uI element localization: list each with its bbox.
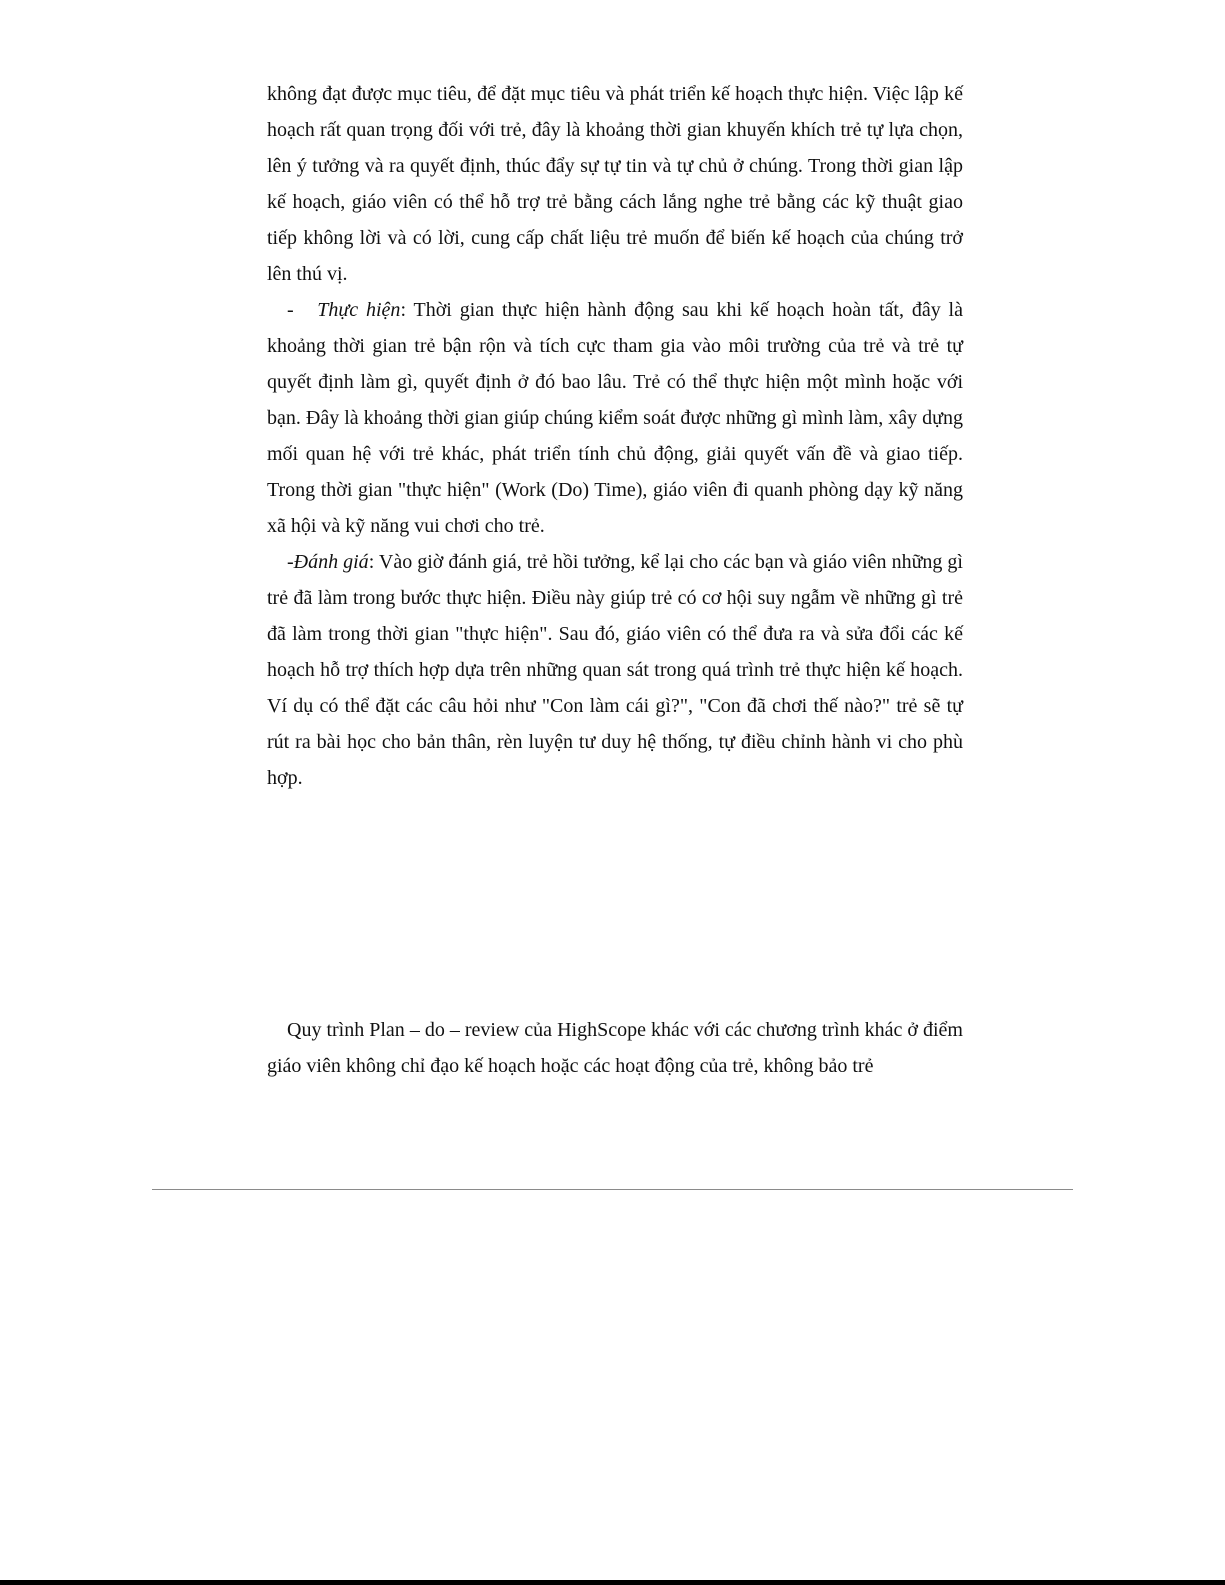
paragraph-do <box>267 292 963 544</box>
paragraph-do-body: : Thời gian thực hiện hành động sau khi kế hoạch hoàn tất, đây là khoảng thời gian trẻ bận rộn và tích cực tham gia vào môi trường của trẻ và trẻ tự quyết định làm gì, quyết định ở đó bao lâu. Trẻ có thể thực hiện một mình hoặc với bạn. Đây là khoảng thời gian giúp chúng kiểm soát được những gì mình làm, xây dựng mối quan hệ với trẻ khác, phát triển tính chủ động, giải quyết vấn đề và giao tiếp. Trong thời gian "thực hiện" (Work (Do) Time), giáo viên đi quanh phòng dạy kỹ năng xã hội và kỹ năng vui chơi cho trẻ. <box>267 299 963 537</box>
paragraph-review <box>267 544 963 796</box>
paragraph-planning: không đạt được mục tiêu, để đặt mục tiêu và phát triển kế hoạch thực hiện. Việc lập kế hoạch rất quan trọng đối với trẻ, đây là khoảng thời gian khuyến khích trẻ tự lựa chọn, lên ý tưởng và ra quyết định, thúc đẩy sự tự tin và tự chủ ở chúng. Trong thời gian lập kế hoạch, giáo viên có thể hỗ trợ trẻ bằng cách lắng nghe trẻ bằng các kỹ thuật giao tiếp không lời và có lời, cung cấp chất liệu trẻ muốn để biến kế hoạch của chúng trở lên thú vị. <box>267 83 963 285</box>
term-do: Thực hiện <box>317 299 401 321</box>
text-block-top <box>267 76 963 796</box>
term-review: -Đánh giá <box>287 551 369 573</box>
page-divider <box>152 1189 1073 1190</box>
paragraph-plan-do-review: Quy trình Plan – do – review của HighScope khác với các chương trình khác ở điểm giáo viên không chỉ đạo kế hoạch hoặc các hoạt động của trẻ, không bảo trẻ <box>267 1019 963 1077</box>
paragraph-review-body: : Vào giờ đánh giá, trẻ hồi tưởng, kể lại cho các bạn và giáo viên những gì trẻ đã làm trong bước thực hiện. Điều này giúp trẻ có cơ hội suy ngẫm về những gì trẻ đã làm trong thời gian "thực hiện". Sau đó, giáo viên có thể đưa ra và sửa đổi các kế hoạch hỗ trợ thích hợp dựa trên những quan sát trong quá trình trẻ thực hiện kế hoạch. Ví dụ có thể đặt các câu hỏi như "Con làm cái gì?", "Con đã chơi thế nào?" trẻ sẽ tự rút ra bài học cho bản thân, rèn luyện tư duy hệ thống, tự điều chỉnh hành vi cho phù hợp. <box>267 551 963 789</box>
list-dash: - <box>287 299 318 321</box>
page-bottom-border <box>0 1580 1225 1585</box>
text-block-bottom <box>267 1012 963 1084</box>
